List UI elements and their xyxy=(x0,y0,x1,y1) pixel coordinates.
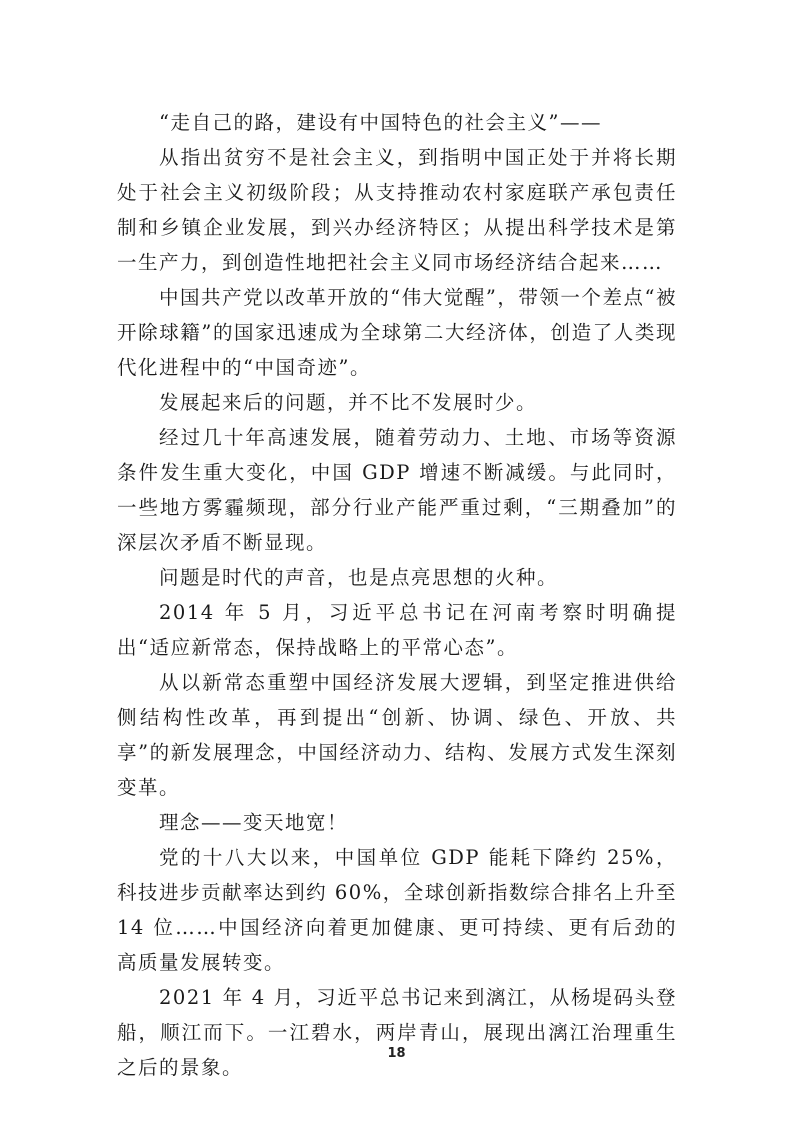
paragraph: 从指出贫穷不是社会主义，到指明中国正处于并将长期处于社会主义初级阶段；从支持推动农村家庭联产承包责任制和乡镇企业发展，到兴办经济特区；从提出科学技术是第一生产力，到创造性地把社会主义同市场经济结合起来…… xyxy=(117,146,677,274)
paragraph: 问题是时代的声音，也是点亮思想的火种。 xyxy=(159,566,559,589)
paragraph: 2014 年 5 月，习近平总书记在河南考察时明确提出“适应新常态，保持战略上的平常心态”。 xyxy=(117,601,677,659)
paragraph: 中国共产党以改革开放的“伟大觉醒”，带领一个差点“被开除球籍”的国家迅速成为全球第二大经济体，创造了人类现代化进程中的“中国奇迹”。 xyxy=(117,286,677,379)
paragraph: 发展起来后的问题，并不比不发展时少。 xyxy=(159,391,538,414)
paragraph: “走自己的路，建设有中国特色的社会主义”—— xyxy=(159,111,602,134)
paragraph: 经过几十年高速发展，随着劳动力、土地、市场等资源条件发生重大变化，中国 GDP 增速不断减缓。与此同时，一些地方雾霾频现，部分行业产能严重过剩，“三期叠加”的深层次矛盾不断显现。 xyxy=(117,426,677,554)
paragraph: 2021 年 4 月，习近平总书记来到漓江，从杨堤码头登船，顺江而下。一江碧水，两岸青山，展现出漓江治理重生之后的景象。 xyxy=(117,986,677,1079)
paragraph: 从以新常态重塑中国经济发展大逻辑，到坚定推进供给侧结构性改革，再到提出“创新、协调、绿色、开放、共享”的新发展理念，中国经济动力、结构、发展方式发生深刻变革。 xyxy=(117,671,677,799)
paragraph: 理念——变天地宽！ xyxy=(159,811,349,834)
paragraph: 党的十八大以来，中国单位 GDP 能耗下降约 25%，科技进步贡献率达到约 60%，全球创新指数综合排名上升至 14 位……中国经济向着更加健康、更可持续、更有后劲的高质量发展转变。 xyxy=(117,846,677,974)
body-text xyxy=(117,105,677,1085)
page-number: 18 xyxy=(387,1046,406,1061)
